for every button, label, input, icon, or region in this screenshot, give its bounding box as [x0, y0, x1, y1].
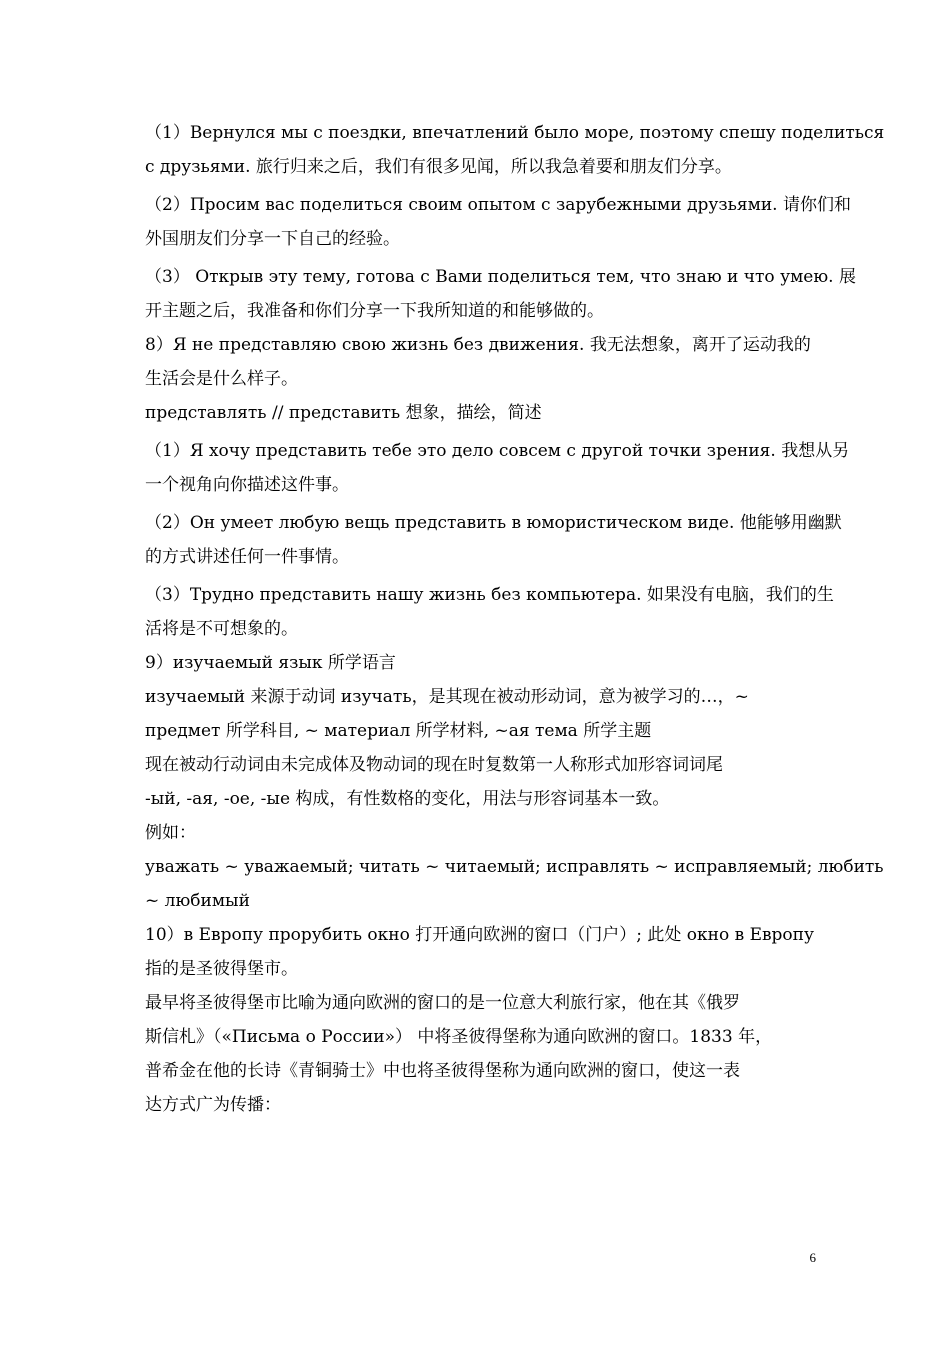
- text-line: изучаемый 来源于动词 изучать，是其现在被动形动词，意为被学习的…，~: [145, 687, 749, 707]
- body-text: [145, 116, 885, 1122]
- text-line: ~ любимый: [145, 891, 250, 911]
- text-line: （3） Открыв эту тему, готова с Вами поделиться тем, что знаю и что умею. 展: [145, 267, 856, 287]
- text-line: （2）Просим вас поделиться своим опытом с зарубежными друзьями. 请你们和: [145, 195, 851, 215]
- text-line: （2）Он умеет любую вещь представить в юмористическом виде. 他能够用幽默: [145, 513, 842, 533]
- text-line: -ый, -ая, -ое, -ые 构成，有性数格的变化，用法与形容词基本一致。: [145, 789, 670, 809]
- text-line: предмет 所学科目, ~ материал 所学材料, ~ая тема 所学主题: [145, 721, 652, 741]
- text-line: представлять // представить 想象，描绘，简述: [145, 403, 542, 423]
- text-line: 例如：: [145, 823, 196, 843]
- text-line: 一个视角向你描述这件事。: [145, 475, 349, 495]
- text-line: уважать ~ уважаемый; читать ~ читаемый; исправлять ~ исправляемый; любить: [145, 857, 884, 877]
- text-line: 斯信札》（«Письма о России»） 中将圣彼得堡称为通向欧洲的窗口。1833 年，: [145, 1027, 773, 1047]
- text-line: （3）Трудно представить нашу жизнь без компьютера. 如果没有电脑，我们的生: [145, 585, 834, 605]
- text-line: с друзьями. 旅行归来之后，我们有很多见闻，所以我急着要和朋友们分享。: [145, 157, 732, 177]
- text-line: （1）Я хочу представить тебе это дело совсем с другой точки зрения. 我想从另: [145, 441, 850, 461]
- text-line: 9）изучаемый язык 所学语言: [145, 653, 396, 673]
- text-line: （1）Вернулся мы с поездки, впечатлений было море, поэтому спешу поделиться: [145, 123, 885, 143]
- text-line: 生活会是什么样子。: [145, 369, 298, 389]
- text-line: 达方式广为传播：: [145, 1095, 281, 1115]
- text-line: 指的是圣彼得堡市。: [145, 959, 298, 979]
- text-line: 10）в Европу прорубить окно 打开通向欧洲的窗口（门户）; 此处 окно в Европу: [145, 925, 815, 945]
- text-line: 8）Я не представляю свою жизнь без движения. 我无法想象，离开了运动我的: [145, 335, 811, 355]
- text-line: 的方式讲述任何一件事情。: [145, 547, 349, 567]
- text-line: 普希金在他的长诗《青铜骑士》中也将圣彼得堡称为通向欧洲的窗口，使这一表: [145, 1061, 740, 1081]
- text-line: 最早将圣彼得堡市比喻为通向欧洲的窗口的是一位意大利旅行家，他在其《俄罗: [145, 993, 740, 1013]
- text-line: 开主题之后，我准备和你们分享一下我所知道的和能够做的。: [145, 301, 604, 321]
- text-line: 现在被动行动词由未完成体及物动词的现在时复数第一人称形式加形容词词尾: [145, 755, 723, 775]
- page-number: 6: [809, 1250, 816, 1265]
- text-line: 活将是不可想象的。: [145, 619, 298, 639]
- text-line: 外国朋友们分享一下自己的经验。: [145, 229, 400, 249]
